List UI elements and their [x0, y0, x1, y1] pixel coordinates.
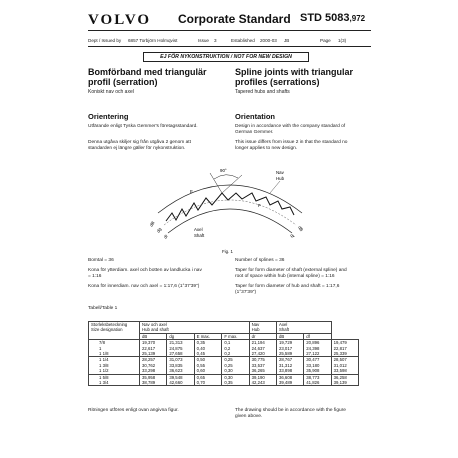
cell-value: 0,40: [196, 345, 206, 351]
taper1-en-line2: root of space within hub (internal spline) = 1:16: [235, 274, 335, 279]
cell-value: 0,50: [196, 357, 206, 363]
table-body: [89, 340, 359, 386]
cell-value: 38,789: [142, 380, 156, 386]
cell-value: 24,398: [306, 345, 320, 351]
cell-value: 0,45: [196, 351, 206, 357]
not-for-new-design-banner: EJ FÖR NYKONSTRUKTION / NOT FOR NEW DESIGN: [143, 52, 309, 62]
angle-label: 90°: [220, 168, 227, 173]
cell-value: 39,548: [169, 374, 183, 380]
dimension-table: [88, 321, 359, 386]
f-label: F: [258, 203, 261, 208]
size-header-sv: Storleksbeteckning: [91, 322, 128, 327]
cell-value: 0,35: [196, 340, 206, 346]
hubshaft-header-sv: Nav och axel: [142, 322, 167, 327]
cell-value: 31,312: [278, 362, 293, 368]
cell-value: 33,537: [251, 362, 265, 368]
cell-value: 25,589: [278, 351, 293, 357]
serration-profile-figure: [150, 163, 310, 245]
cell-value: 21,313: [169, 340, 183, 346]
value-cell: [249, 374, 276, 386]
table-title: Tabell/Table 1: [88, 306, 118, 311]
title-sv-line2: profil (serration): [88, 76, 158, 87]
figure-caption: Fig. 1: [222, 249, 233, 254]
cell-value: 39,190: [251, 374, 265, 380]
shaft-inner-arc: [168, 209, 292, 233]
size-value: 1 1/8: [99, 351, 109, 357]
cell-value: 0,60: [196, 368, 206, 374]
value-cell: [222, 374, 249, 386]
dept-label: Dept / Issued by: [88, 38, 122, 43]
cell-value: 33,180: [306, 362, 320, 368]
table-row: [89, 340, 359, 357]
page-label: Page: [320, 38, 331, 43]
title-en-line2: profiles (serrations): [235, 76, 320, 87]
cell-value: 36,623: [169, 368, 183, 374]
meta-dept-value: 6857 Torbjörn Holmqvist: [128, 38, 178, 43]
cell-value: 31,012: [333, 362, 347, 368]
angle-line-right: [222, 175, 242, 193]
cell-value: 0,1: [224, 340, 231, 346]
cell-value: 19,729: [278, 340, 293, 346]
cell-value: 33,835: [169, 362, 183, 368]
title-sv: [88, 68, 208, 87]
cell-value: 33,898: [278, 368, 293, 374]
size-value: 1 1/4: [99, 357, 109, 363]
cell-value: 28,767: [278, 357, 293, 363]
hub-header-sv: Nav: [251, 322, 260, 327]
cell-value: 24,637: [251, 345, 265, 351]
size-cell: [89, 374, 140, 386]
dim-df: df: [289, 233, 296, 239]
cell-value: 0,25: [224, 357, 233, 363]
nav-label: Nav: [276, 170, 284, 175]
dim-dr: dr: [162, 233, 169, 240]
table-header-row-1: [89, 322, 359, 334]
para-sv-1: Utfärande enligt Tyska Gemmer's företagsstandard.: [88, 124, 198, 129]
shaft-header-sv: Axel: [278, 322, 288, 327]
value-cell: [304, 374, 331, 386]
size-header-en: Size designation: [91, 327, 123, 333]
cell-value: 28,257: [142, 357, 156, 363]
serration-teeth: [166, 193, 294, 221]
cell-value: 0,30: [224, 374, 233, 380]
cell-value: 25,339: [333, 351, 347, 357]
cell-value: 27,122: [306, 351, 320, 357]
size-value: 1: [99, 345, 102, 351]
volvo-logo: VOLVO: [88, 12, 152, 28]
hub-label: Hub: [276, 176, 285, 181]
shaft-header: [276, 322, 331, 334]
para-en-1: [235, 124, 345, 136]
size-value: 1 3/4: [99, 380, 109, 386]
cell-value: 0,25: [224, 362, 233, 368]
title-en-line1: Spline joints with triangular: [235, 67, 354, 77]
col-dg: dg: [167, 333, 194, 339]
taper2-sv: Kona för innerdiam. nav och axel = 1:17,6 (1°37'39"): [88, 284, 200, 289]
para-en-1-line2: German Gemmer.: [235, 130, 274, 135]
taper2-en-line2: (1°37'39"): [235, 290, 257, 295]
hub-leader: [270, 181, 280, 193]
cell-value: 31,073: [169, 357, 183, 363]
para-en-1-line1: Design in accordance with the company standard of: [235, 124, 346, 129]
col-dr: dr: [249, 333, 276, 339]
cell-value: 33,598: [333, 368, 347, 374]
taper1-sv: [88, 268, 202, 280]
value-cell: [222, 357, 249, 374]
taper1-en: [235, 268, 347, 280]
footer-en-line2: given above.: [235, 414, 263, 419]
dim-db-left: dB: [148, 220, 156, 228]
para-sv-2-line2: standarden ej längre gäller för nykonstruktion.: [88, 146, 186, 151]
para-en-2: [235, 140, 347, 152]
cell-value: 22,617: [142, 345, 156, 351]
hub-header-en: Hub: [251, 327, 260, 333]
splines-en: Number of splines = 36: [235, 258, 285, 263]
size-value: 1 1/2: [99, 368, 109, 374]
shaft-label: Shaft: [194, 233, 205, 238]
axel-label: Axel: [194, 227, 203, 232]
cell-value: 30,775: [251, 357, 265, 363]
value-cell: [194, 357, 222, 374]
col-e-max: E max.: [194, 333, 222, 339]
col-df: df: [304, 333, 331, 339]
table-row: [89, 374, 359, 386]
footer-sv: Ritningen utföres enligt ovan angivna figur.: [88, 408, 179, 413]
cell-value: 0,35: [224, 380, 233, 386]
page-value: 1(3): [338, 38, 347, 43]
cell-value: 22,817: [333, 345, 347, 351]
value-cell: [140, 340, 167, 357]
subtitle-en: Tapered hubs and shafts: [235, 89, 290, 95]
cell-value: 0,65: [196, 374, 206, 380]
heading-orientation: Orientation: [235, 112, 276, 121]
cell-value: 30,477: [306, 357, 320, 363]
value-cell: [276, 357, 303, 374]
size-designation-header: [89, 322, 140, 340]
taper1-en-line1: Taper for form diameter of shaft (external spline) and: [235, 268, 347, 273]
splines-sv: Bomtal = 36: [88, 258, 114, 263]
cell-value: 24,875: [169, 345, 183, 351]
taper1-sv-line2: = 1:16: [88, 274, 102, 279]
value-cell: [276, 374, 303, 386]
document-type: Corporate Standard: [178, 12, 291, 26]
value-cell: [140, 357, 167, 374]
value-cell: [167, 357, 194, 374]
cell-value: 30,762: [142, 362, 156, 368]
e-label: E: [190, 189, 193, 194]
cell-value: 0,2: [224, 345, 231, 351]
issue-label: Issue: [198, 38, 209, 43]
cell-value: 28,507: [333, 357, 347, 363]
heading-orientering: Orientering: [88, 112, 129, 121]
taper2-en: [235, 284, 339, 296]
subtitle-sv: Koniskt nav och axel: [88, 89, 134, 95]
value-cell: [249, 357, 276, 374]
value-cell: [304, 357, 331, 374]
cell-value: 0,2: [224, 351, 231, 357]
cell-value: 20,896: [306, 340, 320, 346]
established-label: Established: [231, 38, 255, 43]
angle-arc: [214, 175, 238, 179]
value-cell: [304, 340, 331, 357]
cell-value: 0,70: [196, 380, 206, 386]
cell-value: 35,958: [142, 374, 156, 380]
meta-dept: [88, 38, 121, 43]
table-row: [89, 357, 359, 374]
cell-value: 33,298: [142, 368, 156, 374]
established-value: 2000-03: [260, 38, 277, 43]
col-f-max: F max.: [222, 333, 249, 339]
cell-value: 42,243: [251, 380, 265, 386]
cell-value: 27,420: [251, 351, 265, 357]
cell-value: 25,139: [142, 351, 156, 357]
value-cell: [140, 374, 167, 386]
value-cell: [194, 374, 222, 386]
standard-number: [300, 12, 365, 24]
cell-value: 36,265: [251, 368, 265, 374]
size-value: 1 3/8: [99, 362, 109, 368]
para-sv-2: [88, 140, 191, 152]
standard-number-suffix: ,972: [349, 14, 366, 23]
cell-value: 0,30: [224, 368, 233, 374]
size-cell: [89, 340, 140, 357]
cell-value: 36,258: [333, 374, 347, 380]
title-en: [235, 68, 375, 87]
size-value: 7/8: [99, 340, 105, 346]
value-cell: [194, 340, 222, 357]
taper2-en-line1: Taper for form diameter of hub and shaft = 1:17,6: [235, 284, 340, 289]
dim-db-right: dB: [297, 225, 305, 233]
footer-en-line1: The drawing should be in accordance with the figure: [235, 408, 346, 413]
cell-value: 27,658: [169, 351, 183, 357]
header-divider: [88, 30, 371, 31]
standard-number-main: STD 5083: [300, 12, 350, 24]
cell-value: 39,489: [278, 380, 293, 386]
cell-value: 19,370: [142, 340, 156, 346]
col-db: dB: [140, 333, 167, 339]
value-cell: [249, 340, 276, 357]
value-cell: [276, 340, 303, 357]
value-cell: [222, 340, 249, 357]
cell-value: 42,660: [169, 380, 183, 386]
taper1-sv-line1: Kona för ytterdiam. axel och botten av landlucka i nav: [88, 268, 202, 273]
col-db-shaft: dB: [276, 333, 303, 339]
cell-value: 36,608: [278, 374, 293, 380]
size-cell: [89, 357, 140, 374]
hub-and-shaft-header: [140, 322, 250, 334]
para-en-2-line2: longer applies to new design.: [235, 146, 298, 151]
footer-en: [235, 408, 346, 420]
cell-value: 39,139: [333, 380, 347, 386]
dim-dg: dg: [155, 226, 163, 234]
value-cell: [167, 374, 194, 386]
shaft-header-en: Shaft: [278, 327, 289, 333]
cell-value: 23,017: [278, 345, 293, 351]
value-cell: [331, 357, 358, 374]
established-initials: JB: [284, 38, 290, 43]
value-cell: [331, 340, 358, 357]
cell-value: 21,194: [251, 340, 265, 346]
para-sv-2-line1: Denna utgåva skiljer sig från utgåva 2 genom att: [88, 140, 191, 145]
cell-value: 19,479: [333, 340, 347, 346]
cell-value: 38,773: [306, 374, 320, 380]
issue-value: 3: [214, 38, 217, 43]
hub-header: [249, 322, 276, 334]
cell-value: 35,908: [306, 368, 320, 374]
para-en-2-line1: This issue differs from issue 2 in that the standard no: [235, 140, 348, 145]
meta-divider: [88, 46, 371, 47]
cell-value: 41,826: [306, 380, 320, 386]
value-cell: [167, 340, 194, 357]
cell-value: 0,55: [196, 362, 206, 368]
size-value: 1 5/8: [99, 374, 109, 380]
hubshaft-header-en: Hub and shaft: [142, 327, 169, 333]
title-sv-line1: Bomförband med triangulär: [88, 67, 207, 77]
value-cell: [331, 374, 358, 386]
